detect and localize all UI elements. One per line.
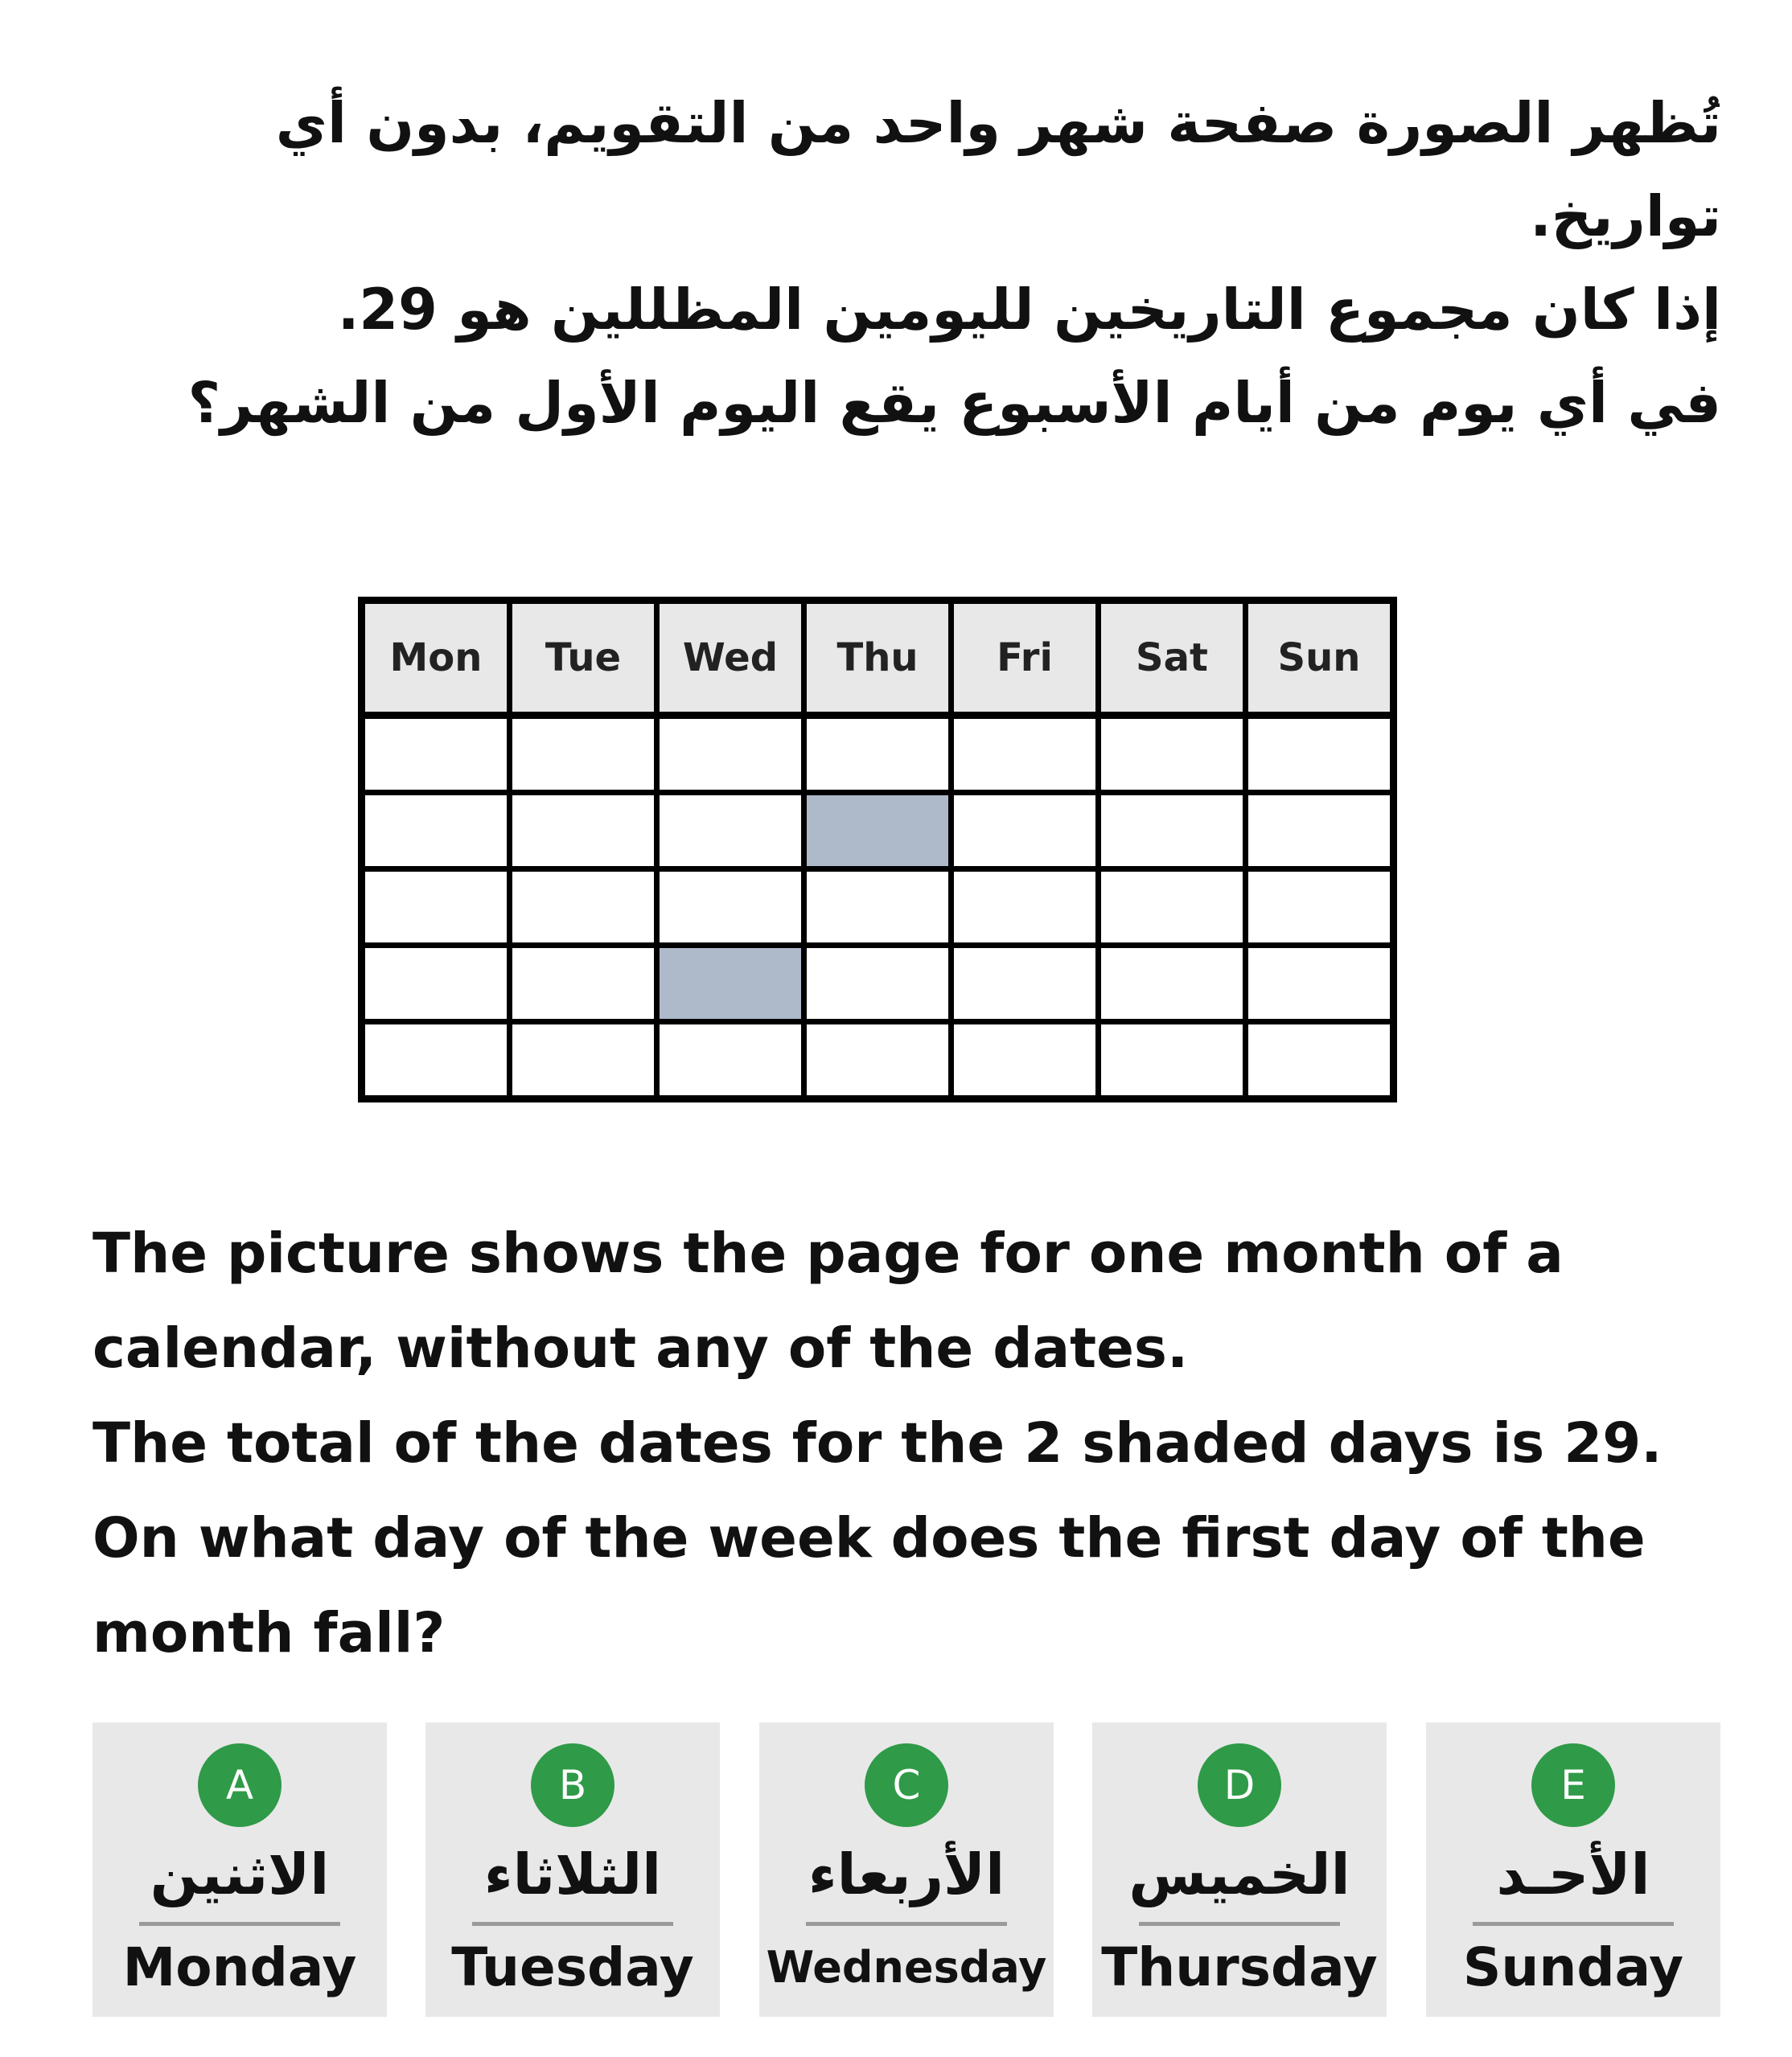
calendar-week-row — [362, 716, 1394, 793]
option-e-arabic-label: الأحـد — [1496, 1841, 1650, 1907]
option-d-divider — [1139, 1922, 1340, 1926]
calendar-cell — [1246, 1022, 1394, 1099]
calendar-cell — [951, 946, 1099, 1022]
option-a-badge: A — [198, 1743, 282, 1827]
calendar-cell — [1099, 716, 1246, 793]
calendar-cell — [804, 1022, 951, 1099]
calendar-week-row — [362, 1022, 1394, 1099]
calendar-cell — [362, 716, 510, 793]
calendar-cell — [1246, 793, 1394, 869]
option-d-badge: D — [1198, 1743, 1281, 1827]
option-e-english-label: Sunday — [1462, 1936, 1684, 1998]
option-c-english-label: Wednesday — [766, 1942, 1047, 1993]
calendar-header-sun: Sun — [1246, 601, 1394, 716]
option-c[interactable] — [759, 1722, 1054, 2017]
option-b-arabic-label: الثلاثاء — [483, 1841, 662, 1907]
calendar-cell — [1099, 793, 1246, 869]
calendar-header-wed: Wed — [657, 601, 804, 716]
option-e-badge: E — [1531, 1743, 1615, 1827]
calendar-week-row — [362, 869, 1394, 946]
calendar-cell — [362, 869, 510, 946]
arabic-question-line-3: في أي يوم من أيام الأسبوع يقع اليوم الأول من الشهر؟ — [187, 370, 1721, 436]
calendar-cell — [1246, 946, 1394, 1022]
calendar-cell-shaded — [657, 946, 804, 1022]
calendar-cell — [510, 793, 657, 869]
option-b-badge: B — [531, 1743, 614, 1827]
calendar-cell — [510, 716, 657, 793]
option-a[interactable] — [92, 1722, 387, 2017]
option-e[interactable] — [1426, 1722, 1720, 2017]
option-d[interactable] — [1092, 1722, 1387, 2017]
calendar-header-thu: Thu — [804, 601, 951, 716]
calendar-header-mon: Mon — [362, 601, 510, 716]
option-a-divider — [139, 1922, 340, 1926]
calendar-week-row — [362, 793, 1394, 869]
calendar-cell — [804, 869, 951, 946]
option-c-divider — [806, 1922, 1007, 1926]
calendar-cell — [362, 1022, 510, 1099]
calendar-grid — [358, 597, 1397, 1102]
calendar-cell — [362, 793, 510, 869]
calendar-cell — [657, 793, 804, 869]
calendar-cell — [1099, 946, 1246, 1022]
calendar-cell — [1099, 869, 1246, 946]
calendar-cell — [510, 946, 657, 1022]
option-b[interactable] — [425, 1722, 720, 2017]
option-b-english-label: Tuesday — [451, 1936, 694, 1998]
calendar-cell-shaded — [804, 793, 951, 869]
calendar-cell — [657, 869, 804, 946]
english-question-line-3: On what day of the week does the first day of the month fall? — [92, 1506, 1646, 1665]
calendar-header-tue: Tue — [510, 601, 657, 716]
calendar-cell — [804, 946, 951, 1022]
calendar-cell — [510, 1022, 657, 1099]
calendar-header-sat: Sat — [1099, 601, 1246, 716]
calendar-body — [362, 716, 1394, 1099]
option-c-arabic-label: الأربعاء — [808, 1841, 1005, 1907]
answer-options — [92, 1722, 1720, 2017]
english-question — [92, 1206, 1717, 1681]
arabic-question — [145, 76, 1721, 450]
arabic-question-line-1: تُظهر الصورة صفحة شهر واحد من التقويم، بدون أي تواريخ. — [275, 90, 1721, 249]
option-d-arabic-label: الخميس — [1128, 1841, 1350, 1907]
calendar-cell — [951, 793, 1099, 869]
calendar-cell — [1246, 869, 1394, 946]
option-d-english-label: Thursday — [1101, 1936, 1378, 1998]
calendar-cell — [951, 716, 1099, 793]
calendar-cell — [951, 869, 1099, 946]
calendar-cell — [657, 716, 804, 793]
option-a-english-label: Monday — [122, 1936, 357, 1998]
calendar-header-row — [362, 601, 1394, 716]
english-question-line-1: The picture shows the page for one month of a calendar, without any of the dates. — [92, 1221, 1564, 1381]
option-c-badge: C — [865, 1743, 948, 1827]
calendar-cell — [1099, 1022, 1246, 1099]
calendar-cell — [657, 1022, 804, 1099]
english-question-line-2: The total of the dates for the 2 shaded days is 29. — [92, 1411, 1663, 1476]
arabic-question-line-2: إذا كان مجموع التاريخين لليومين المظللين هو 29. — [337, 277, 1721, 343]
calendar-cell — [362, 946, 510, 1022]
calendar-cell — [1246, 716, 1394, 793]
option-e-divider — [1473, 1922, 1674, 1926]
calendar-week-row — [362, 946, 1394, 1022]
option-a-arabic-label: الاثنين — [150, 1841, 330, 1907]
calendar-header-fri: Fri — [951, 601, 1099, 716]
calendar-cell — [510, 869, 657, 946]
calendar-cell — [951, 1022, 1099, 1099]
option-b-divider — [472, 1922, 673, 1926]
calendar-cell — [804, 716, 951, 793]
